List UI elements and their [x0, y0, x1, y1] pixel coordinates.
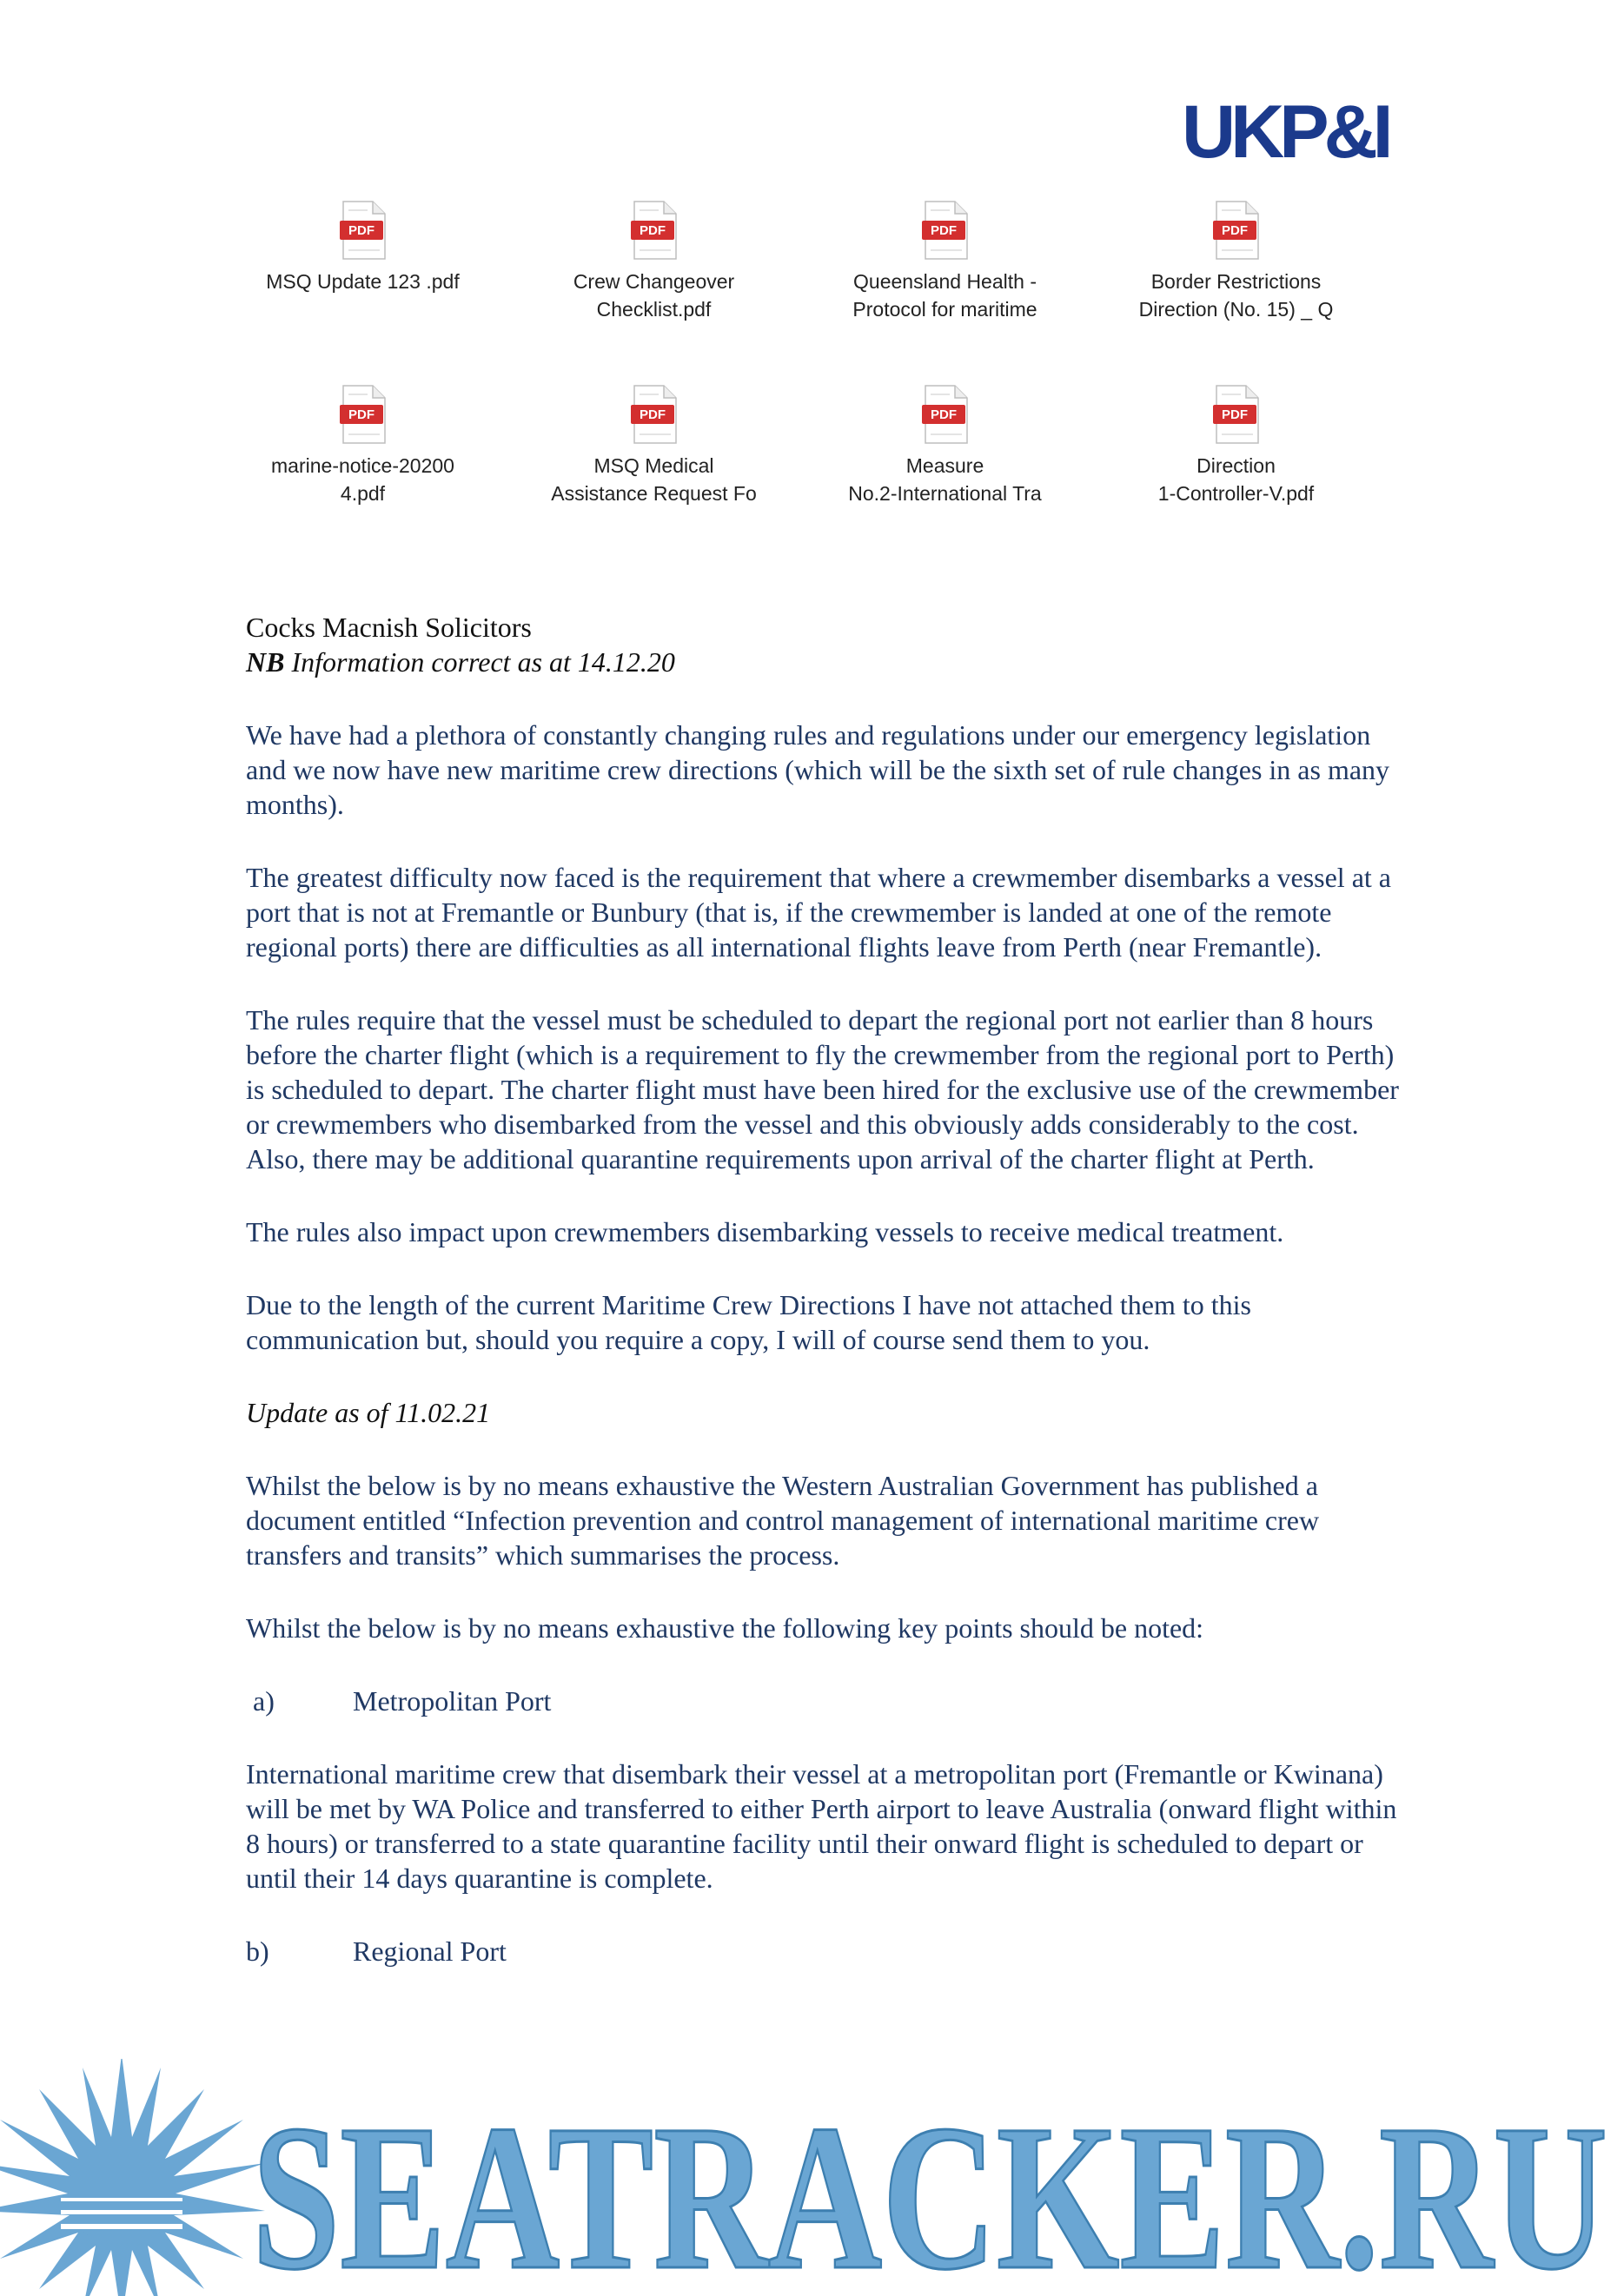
attachment-filename: Crew Changeover Checklist.pdf: [573, 270, 735, 321]
paragraph-8: International maritime crew that disembark their vessel at a metropolitan port (Fremantle or Kwinana) will be met by WA Police and transferred to either Perth airport to leave Australia (onward flight within 8 hours) or transferred to a state quarantine facility until their onward flight is scheduled to depart or until their 14 days quarantine is complete.: [246, 1758, 1397, 1894]
attachment-filename: marine-notice-20200 4.pdf: [271, 454, 454, 505]
pdf-file-icon: [920, 384, 971, 445]
pdf-badge: PDF: [348, 407, 375, 422]
pdf-file-icon: [920, 200, 971, 261]
pdf-badge: PDF: [930, 407, 957, 422]
list-item-a: a) Metropolitan Port: [246, 1685, 552, 1717]
pdf-file-icon: [338, 200, 388, 261]
pdf-badge: PDF: [1221, 407, 1248, 422]
pdf-badge: PDF: [348, 223, 375, 238]
attachment-item[interactable]: [508, 200, 799, 323]
pdf-file-icon: [629, 200, 679, 261]
attachment-filename: Measure No.2-International Tra: [848, 454, 1042, 505]
paragraph-5: Due to the length of the current Maritime Crew Directions I have not attached them to this communication but, should you require a copy, I will of course send them to you.: [246, 1289, 1251, 1355]
attachment-filename: Direction 1-Controller-V.pdf: [1157, 454, 1315, 505]
attachment-item[interactable]: [799, 200, 1090, 323]
attachment-filename: MSQ Update 123 .pdf: [266, 270, 460, 293]
paragraph-6: Whilst the below is by no means exhaustive the Western Australian Government has published a document entitled “Infection prevention and control management of international maritime crew transfers and transits” which summarises the process.: [246, 1470, 1320, 1571]
pdf-badge: PDF: [639, 223, 666, 238]
pdf-file-icon: [629, 384, 679, 445]
paragraph-1: We have had a plethora of constantly changing rules and regulations under our emergency legislation and we now have new maritime crew directions (which will be the sixth set of rule changes in as many months).: [246, 719, 1390, 820]
attachment-filename: MSQ Medical Assistance Request Fo: [551, 454, 757, 505]
paragraph-2: The greatest difficulty now faced is the requirement that where a crewmember disembarks a vessel at a port that is not at Fremantle or Bunbury (that is, if the crewmember is landed at one of the remote regional ports) there are difficulties as all international flights leave from Perth (near Fremantle).: [246, 862, 1391, 963]
pdf-file-icon: [1211, 200, 1262, 261]
attachment-item[interactable]: [217, 384, 508, 507]
paragraph-7: Whilst the below is by no means exhaustive the following key points should be noted:: [246, 1612, 1204, 1644]
attachment-filename: Border Restrictions Direction (No. 15) _ Q: [1138, 270, 1334, 321]
attachment-item[interactable]: [1090, 384, 1382, 507]
attachment-item[interactable]: [1090, 200, 1382, 323]
attachment-grid: [217, 200, 1382, 507]
pdf-badge: PDF: [639, 407, 666, 422]
pdf-badge: PDF: [1221, 223, 1248, 238]
pdf-badge: PDF: [930, 223, 957, 238]
attachment-item[interactable]: [799, 384, 1090, 507]
update-heading: Update as of 11.02.21: [246, 1397, 491, 1428]
attachment-item[interactable]: [217, 200, 508, 323]
list-item-b: b) Regional Port: [246, 1935, 507, 1967]
pdf-file-icon: [338, 384, 388, 445]
seatracker-watermark: [0, 2059, 1624, 2296]
ukpi-logo: [1182, 91, 1401, 169]
attachment-item[interactable]: [508, 384, 799, 507]
paragraph-4: The rules also impact upon crewmembers disembarking vessels to receive medical treatment.: [246, 1216, 1284, 1247]
svg-text:UKP&I: UKP&I: [1182, 91, 1389, 169]
attachment-filename: Queensland Health - Protocol for maritime: [852, 270, 1037, 321]
sender-name: Cocks Macnish Solicitors: [246, 612, 532, 643]
paragraph-3: The rules require that the vessel must be scheduled to depart the regional port not earlier than 8 hours before the charter flight (which is a requirement to fly the crewmember from the regional port to Perth) is scheduled to depart. The charter flight must have been hired for the exclusive use of the crewmember or crewmembers who disembarked from the vessel and this obviously adds considerably to the cost. Also, there may be additional quarantine requirements upon arrival of the charter flight at Perth.: [246, 1004, 1399, 1174]
pdf-file-icon: [1211, 384, 1262, 445]
nb-note: NB Information correct as at 14.12.20: [246, 646, 675, 678]
document-body: [246, 610, 1410, 2007]
sun-icon: [0, 2059, 265, 2296]
svg-text:SEATRACKER.RU: SEATRACKER.RU: [252, 2081, 1608, 2296]
